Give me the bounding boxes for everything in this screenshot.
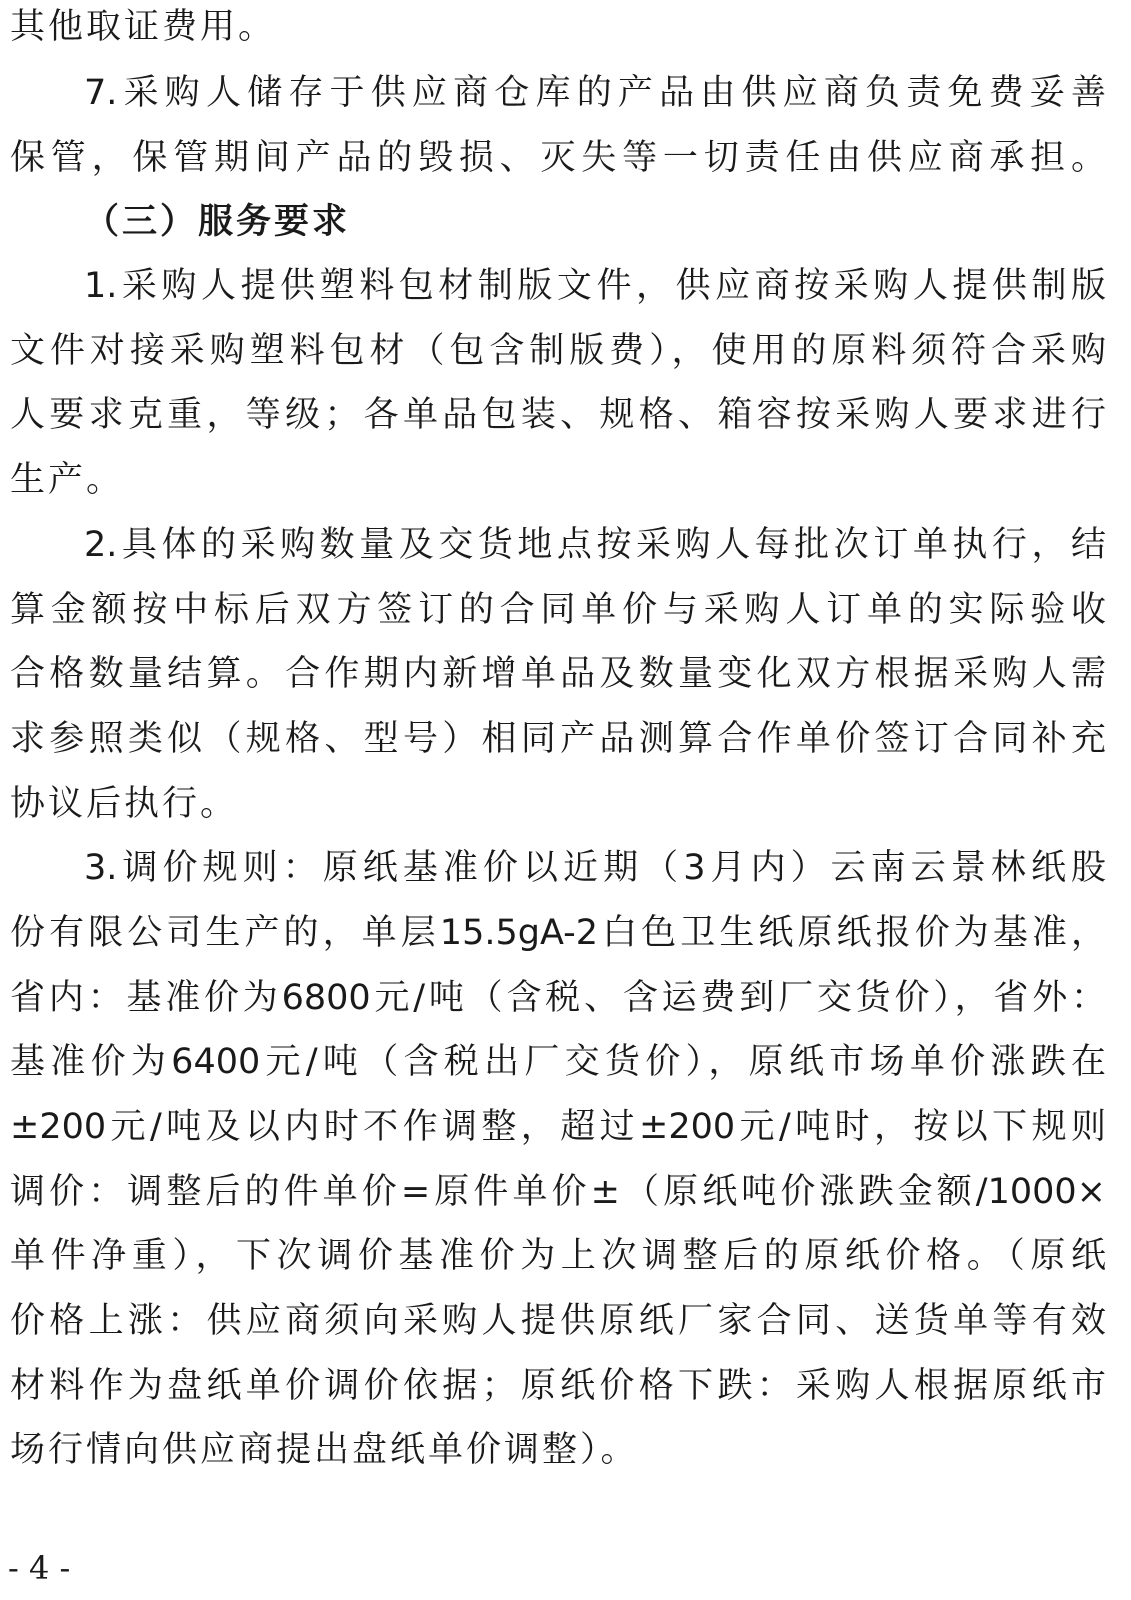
paragraph-1-line: 1.采购人提供塑料包材制版文件，供应商按采购人提供制版 bbox=[84, 266, 1106, 306]
paragraph-3-line: 价格上涨：供应商须向采购人提供原纸厂家合同、送货单等有效 bbox=[10, 1301, 1106, 1341]
paragraph-1-line: 生产。 bbox=[10, 460, 125, 500]
paragraph-1-line: 人要求克重，等级；各单品包装、规格、箱容按采购人要求进行 bbox=[10, 395, 1106, 435]
paragraph-7-line: 7.采购人储存于供应商仓库的产品由供应商负责免费妥善 bbox=[84, 73, 1106, 113]
paragraph-3-line: 材料作为盘纸单价调价依据；原纸价格下跌：采购人根据原纸市 bbox=[10, 1366, 1106, 1406]
paragraph-2-line: 合格数量结算。合作期内新增单品及数量变化双方根据采购人需 bbox=[10, 654, 1106, 694]
section-heading-service-requirements: （三）服务要求 bbox=[84, 201, 351, 242]
paragraph-3-line: ±200元/吨及以内时不作调整，超过±200元/吨时，按以下规则 bbox=[10, 1107, 1106, 1147]
paragraph-3-line: 单件净重），下次调价基准价为上次调整后的原纸价格。（原纸 bbox=[10, 1236, 1106, 1276]
page-number: - 4 - bbox=[8, 1549, 71, 1587]
paragraph-3-line: 省内：基准价为6800元/吨（含税、含运费到厂交货价），省外： bbox=[10, 978, 1106, 1018]
paragraph-2-line: 求参照类似（规格、型号）相同产品测算合作单价签订合同补充 bbox=[10, 719, 1106, 759]
paragraph-3-line: 场行情向供应商提出盘纸单价调整）。 bbox=[10, 1430, 639, 1470]
paragraph-3-line: 份有限公司生产的，单层15.5gA-2白色卫生纸原纸报价为基准， bbox=[10, 913, 1106, 953]
text-line: 其他取证费用。 bbox=[10, 7, 277, 47]
paragraph-3-line: 调价：调整后的件单价=原件单价±（原纸吨价涨跌金额/1000× bbox=[10, 1172, 1106, 1212]
paragraph-7-line: 保管，保管期间产品的毁损、灭失等一切责任由供应商承担。 bbox=[10, 138, 1106, 178]
paragraph-3-line: 基准价为6400元/吨（含税出厂交货价），原纸市场单价涨跌在 bbox=[10, 1042, 1106, 1082]
paragraph-2-line: 协议后执行。 bbox=[10, 784, 239, 824]
paragraph-1-line: 文件对接采购塑料包材（包含制版费），使用的原料须符合采购 bbox=[10, 331, 1106, 371]
paragraph-3-line: 3.调价规则：原纸基准价以近期（3月内）云南云景林纸股 bbox=[84, 848, 1106, 888]
paragraph-2-line: 2.具体的采购数量及交货地点按采购人每批次订单执行，结 bbox=[84, 525, 1106, 565]
paragraph-2-line: 算金额按中标后双方签订的合同单价与采购人订单的实际验收 bbox=[10, 590, 1106, 630]
